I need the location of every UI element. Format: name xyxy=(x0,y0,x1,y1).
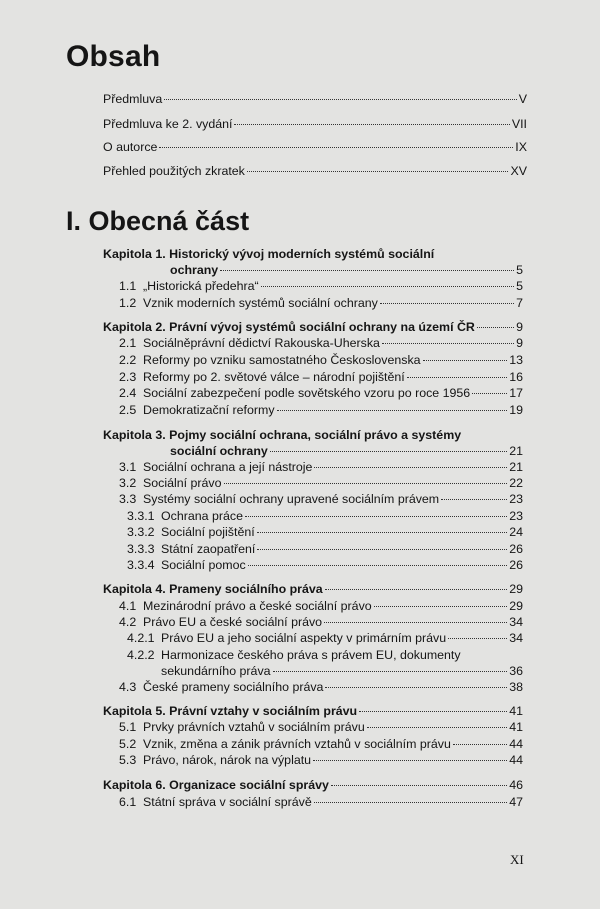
toc-page-number: 21 xyxy=(509,460,523,474)
toc-page-number: 19 xyxy=(509,403,523,417)
toc-entry-label: Ochrana práce xyxy=(161,509,243,523)
toc-entry-label: Sociální pomoc xyxy=(161,558,246,572)
leader-dots xyxy=(273,671,508,672)
chapter-title: Prameny sociálního práva xyxy=(169,582,323,596)
section-number: 2.3 xyxy=(119,370,137,384)
section-number: 4.2.2 xyxy=(127,648,155,662)
toc-page-number: V xyxy=(518,92,527,106)
chapter-number: Kapitola 2. xyxy=(103,320,166,334)
section-number: 3.3.4 xyxy=(127,558,155,572)
chapter-number: Kapitola 6. xyxy=(103,778,166,792)
toc-page-number: 29 xyxy=(509,599,523,613)
toc-entry-sub xyxy=(127,648,523,664)
toc-entry-label: Sociální pojištění xyxy=(161,525,255,539)
leader-dots xyxy=(257,549,507,550)
chapter-title-cont: ochrany xyxy=(170,263,219,277)
toc-entry-sub-cont xyxy=(161,664,523,680)
toc-entry-label: „Historická předehra“ xyxy=(143,279,259,293)
section-number: 2.2 xyxy=(119,353,137,367)
chapter-title: Právní vývoj systémů sociální ochrany na území ČR xyxy=(169,320,475,334)
toc-entry-label: Státní zaopatření xyxy=(161,542,256,556)
leader-dots xyxy=(331,785,507,786)
leader-dots xyxy=(423,360,508,361)
chapter-number: Kapitola 5. xyxy=(103,704,166,718)
toc-page-number: 29 xyxy=(509,582,523,596)
leader-dots xyxy=(325,589,508,590)
leader-dots xyxy=(261,286,514,287)
toc-entry-label: Státní správa v sociální správě xyxy=(143,795,312,809)
chapter-heading-cont xyxy=(170,263,523,279)
toc-page-number: 41 xyxy=(509,704,523,718)
toc-entry-label: Předmluva xyxy=(103,92,163,106)
section-number: 4.2.1 xyxy=(127,631,155,645)
leader-dots xyxy=(359,711,507,712)
toc-entry-label: Harmonizace českého práva s právem EU, dokumenty xyxy=(161,648,461,662)
toc-page-number: 26 xyxy=(509,542,523,556)
toc-page-number: 24 xyxy=(509,525,523,539)
toc-entry xyxy=(119,296,523,312)
section-number: 2.1 xyxy=(119,336,137,350)
toc-page-number: 9 xyxy=(516,320,523,334)
section-number: 5.2 xyxy=(119,737,137,751)
toc-entry-sub xyxy=(127,509,523,525)
toc-page-number: IX xyxy=(515,140,527,154)
toc-page-number: 26 xyxy=(509,558,523,572)
toc-entry-label: České prameny sociálního práva xyxy=(143,680,324,694)
section-number: 4.3 xyxy=(119,680,137,694)
leader-dots xyxy=(313,760,507,761)
chapter-title: Pojmy sociální ochrana, sociální právo a systémy xyxy=(169,428,462,442)
chapter-number: Kapitola 4. xyxy=(103,582,166,596)
leader-dots xyxy=(234,124,509,125)
toc-entry-label: Reformy po 2. světové válce – národní pojištění xyxy=(143,370,405,384)
toc-entry xyxy=(119,460,523,476)
toc-entry-label: Vznik, změna a zánik právních vztahů v sociálním právu xyxy=(143,737,451,751)
section-number: 6.1 xyxy=(119,795,137,809)
leader-dots xyxy=(159,147,513,148)
section-number: 3.1 xyxy=(119,460,137,474)
toc-page-number: 23 xyxy=(509,509,523,523)
section-number: 1.2 xyxy=(119,296,137,310)
toc-entry xyxy=(119,336,523,352)
toc-entry xyxy=(119,279,523,295)
chapter-heading xyxy=(103,247,523,263)
toc-entry xyxy=(119,476,523,492)
toc-page-number: 5 xyxy=(516,263,523,277)
toc-page-number: 41 xyxy=(509,720,523,734)
toc-entry-front xyxy=(103,117,527,133)
section-number: 2.5 xyxy=(119,403,137,417)
chapter-title: Historický vývoj moderních systémů sociální xyxy=(169,247,435,261)
toc-page-number: 44 xyxy=(509,753,523,767)
leader-dots xyxy=(407,377,507,378)
toc-entry xyxy=(119,492,523,508)
chapter-title: Právní vztahy v sociálním právu xyxy=(169,704,358,718)
toc-entry-label: Přehled použitých zkratek xyxy=(103,164,245,178)
leader-dots xyxy=(448,638,507,639)
toc-entry-label: Právo, nárok, nárok na výplatu xyxy=(143,753,312,767)
toc-entry-label: Mezinárodní právo a české sociální právo xyxy=(143,599,372,613)
page-title: Obsah xyxy=(66,40,161,73)
toc-entry xyxy=(119,615,523,631)
toc-entry xyxy=(119,353,523,369)
toc-page-number: 21 xyxy=(509,444,523,458)
toc-entry xyxy=(119,737,523,753)
section-number: 3.3.1 xyxy=(127,509,155,523)
toc-entry-front xyxy=(103,140,527,156)
section-number: 5.1 xyxy=(119,720,137,734)
toc-page-number: 23 xyxy=(509,492,523,506)
toc-page-number: 36 xyxy=(509,664,523,678)
toc-entry-label: Sociálněprávní dědictví Rakouska-Uherska xyxy=(143,336,380,350)
toc-entry xyxy=(119,370,523,386)
page-folio: XI xyxy=(510,852,524,867)
leader-dots xyxy=(247,171,509,172)
section-number: 1.1 xyxy=(119,279,137,293)
toc-entry-label: Předmluva ke 2. vydání xyxy=(103,117,233,131)
section-number: 3.3.3 xyxy=(127,542,155,556)
chapter-heading xyxy=(103,320,523,336)
leader-dots xyxy=(380,303,514,304)
section-number: 5.3 xyxy=(119,753,137,767)
leader-dots xyxy=(374,606,508,607)
leader-dots xyxy=(453,744,507,745)
toc-entry-label: O autorce xyxy=(103,140,158,154)
leader-dots xyxy=(314,467,507,468)
toc-entry-sub xyxy=(127,558,523,574)
leader-dots xyxy=(314,802,507,803)
toc-entry-label: Sociální zabezpečení podle sovětského vzoru po roce 1956 xyxy=(143,386,471,400)
toc-entry-label: Reformy po vzniku samostatného Československa xyxy=(143,353,421,367)
section-number: 2.4 xyxy=(119,386,137,400)
toc-entry xyxy=(119,680,523,696)
toc-page-number: 9 xyxy=(516,336,523,350)
leader-dots xyxy=(257,532,508,533)
toc-page-number: 22 xyxy=(509,476,523,490)
chapter-number: Kapitola 3. xyxy=(103,428,166,442)
toc-page-number: 47 xyxy=(509,795,523,809)
leader-dots xyxy=(324,622,507,623)
toc-entry xyxy=(119,386,523,402)
toc-entry-sub xyxy=(127,525,523,541)
toc-page-number: 13 xyxy=(509,353,523,367)
chapter-heading xyxy=(103,778,523,794)
section-number: 3.3 xyxy=(119,492,137,506)
section-number: 4.1 xyxy=(119,599,137,613)
leader-dots xyxy=(472,393,507,394)
chapter-title: Organizace sociální správy xyxy=(169,778,329,792)
section-number: 4.2 xyxy=(119,615,137,629)
toc-entry-label-cont: sekundárního práva xyxy=(161,664,271,678)
chapter-heading xyxy=(103,704,523,720)
leader-dots xyxy=(224,483,508,484)
toc-entry-label: Prvky právních vztahů v sociálním právu xyxy=(143,720,365,734)
leader-dots xyxy=(245,516,507,517)
leader-dots xyxy=(477,327,514,328)
toc-entry xyxy=(119,795,523,811)
toc-entry xyxy=(119,403,523,419)
toc-page-number: 44 xyxy=(509,737,523,751)
toc-page-number: 16 xyxy=(509,370,523,384)
toc-entry-sub xyxy=(127,542,523,558)
toc-entry-label: Sociální právo xyxy=(143,476,222,490)
chapter-number: Kapitola 1. xyxy=(103,247,166,261)
toc-entry-front xyxy=(103,92,527,108)
toc-entry-label: Právo EU a české sociální právo xyxy=(143,615,323,629)
leader-dots xyxy=(325,687,507,688)
toc-page-number: XV xyxy=(510,164,527,178)
toc-entry xyxy=(119,753,523,769)
toc-page-number: VII xyxy=(511,117,527,131)
toc-page-number: 34 xyxy=(509,615,523,629)
toc-page-number: 38 xyxy=(509,680,523,694)
toc-page-number: 46 xyxy=(509,778,523,792)
toc-page-number: 7 xyxy=(516,296,523,310)
toc-entry xyxy=(119,720,523,736)
toc-entry-label: Sociální ochrana a její nástroje xyxy=(143,460,313,474)
leader-dots xyxy=(248,565,507,566)
toc-entry-label: Demokratizační reformy xyxy=(143,403,275,417)
chapter-heading xyxy=(103,582,523,598)
part-title: I. Obecná část xyxy=(66,206,250,236)
toc-entry xyxy=(119,599,523,615)
leader-dots xyxy=(367,727,507,728)
toc-page-number: 34 xyxy=(509,631,523,645)
toc-entry-label: Vznik moderních systémů sociální ochrany xyxy=(143,296,378,310)
leader-dots xyxy=(220,270,514,271)
chapter-heading-cont xyxy=(170,444,523,460)
toc-page-number: 17 xyxy=(509,386,523,400)
leader-dots xyxy=(270,451,507,452)
toc-entry-label: Právo EU a jeho sociální aspekty v primárním právu xyxy=(161,631,447,645)
chapter-title-cont: sociální ochrany xyxy=(170,444,268,458)
chapter-heading xyxy=(103,428,523,444)
toc-entry-front xyxy=(103,164,527,180)
leader-dots xyxy=(164,99,517,100)
toc-entry-label: Systémy sociální ochrany upravené sociálním právem xyxy=(143,492,440,506)
leader-dots xyxy=(277,410,508,411)
section-number: 3.2 xyxy=(119,476,137,490)
leader-dots xyxy=(441,499,507,500)
section-number: 3.3.2 xyxy=(127,525,155,539)
toc-entry-sub xyxy=(127,631,523,647)
toc-page-number: 5 xyxy=(516,279,523,293)
leader-dots xyxy=(382,343,514,344)
